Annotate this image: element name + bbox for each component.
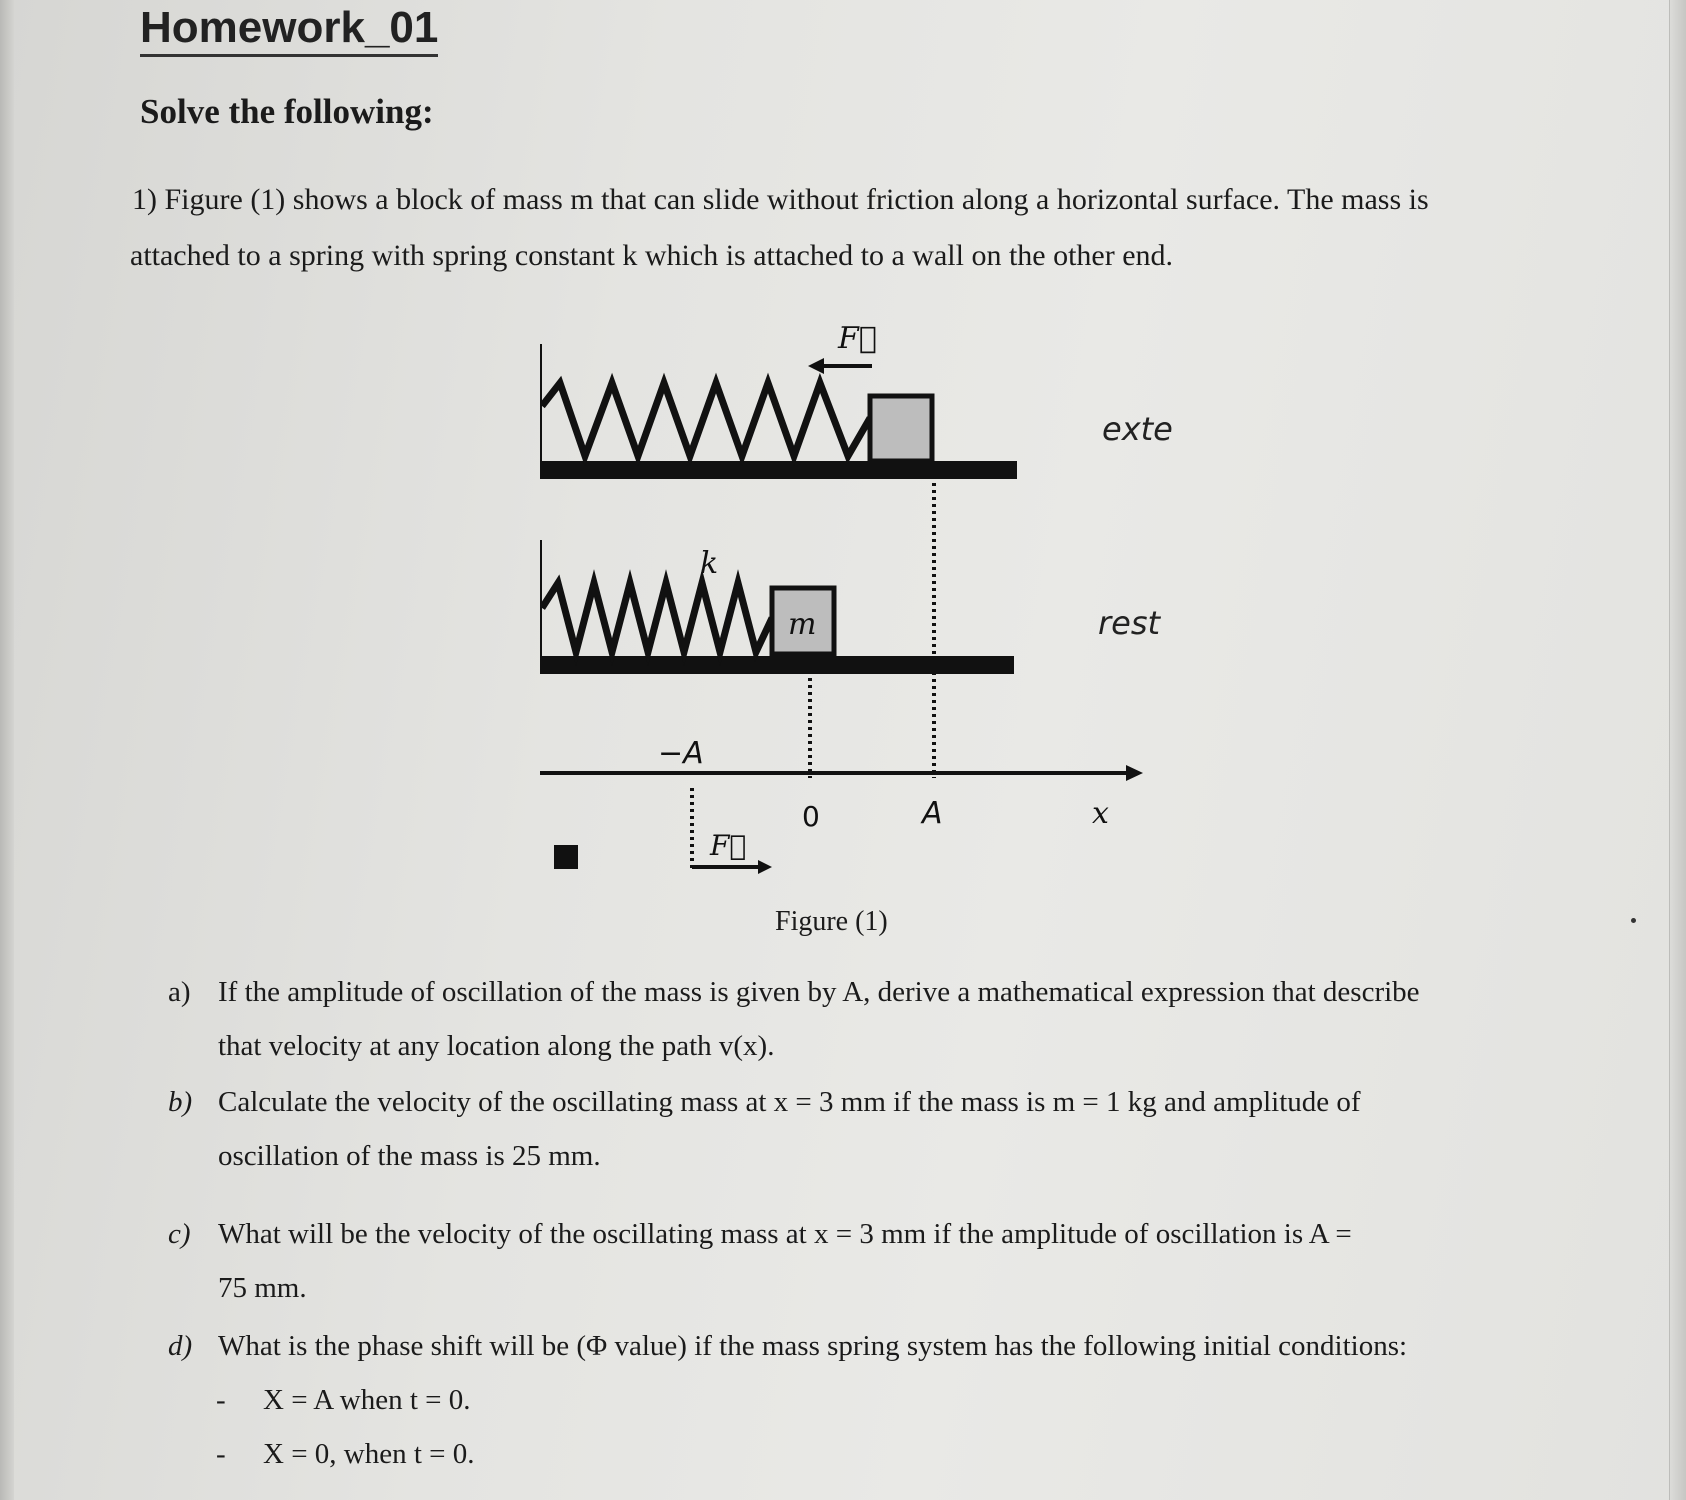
- sub-questions: [168, 965, 1558, 1481]
- lower-mark: [554, 845, 578, 869]
- rest-label: rest: [1098, 604, 1161, 642]
- part-c: [168, 1207, 1558, 1315]
- part-a: [168, 965, 1558, 1073]
- top-spring: [542, 383, 870, 456]
- page-edge-right: [1669, 0, 1686, 1500]
- part-b-label: b): [168, 1086, 193, 1118]
- part-d: [168, 1319, 1558, 1373]
- part-b: [168, 1075, 1558, 1183]
- part-a-line-1: If the amplitude of oscillation of the mass is given by A, derive a mathematical expression that describe: [218, 976, 1420, 1008]
- part-d-line-1: What is the phase shift will be (Φ value) if the mass spring system has the following initial conditions:: [218, 1330, 1408, 1362]
- x-axis-arrowhead: [1126, 765, 1143, 781]
- lower-force-label: F⃗: [710, 829, 747, 862]
- extended-label: exte: [1102, 410, 1173, 448]
- stray-dot: [1631, 918, 1636, 923]
- section-heading: Solve the following:: [140, 92, 434, 131]
- initial-condition-1-text: X = A when t = 0.: [263, 1384, 471, 1416]
- question-1-line-1: 1) Figure (1) shows a block of mass m that can slide without friction along a horizontal surface. The mass is: [132, 183, 1429, 216]
- figure-caption: Figure (1): [775, 906, 888, 937]
- part-c-line-1: What will be the velocity of the oscillating mass at x = 3 mm if the amplitude of oscillation is A =: [218, 1218, 1352, 1250]
- part-a-label: a): [168, 976, 191, 1008]
- axis-label-minus-a: −A: [658, 736, 704, 771]
- initial-condition-2-text: X = 0, when t = 0.: [263, 1438, 475, 1470]
- part-c-line-2: 75 mm.: [218, 1272, 307, 1304]
- axis-label-x: x: [1092, 796, 1109, 831]
- initial-condition-2: - X = 0, when t = 0.: [216, 1438, 475, 1470]
- figure-1-diagram: [540, 318, 1180, 878]
- question-1: [132, 172, 1552, 284]
- rest-spring: [542, 583, 772, 652]
- page-title: Homework_01: [140, 4, 438, 57]
- top-floor: [540, 461, 1017, 479]
- page-edge-left: [0, 0, 14, 1500]
- part-d-label: d): [168, 1330, 193, 1362]
- part-a-line-2: that velocity at any location along the path v(x).: [218, 1030, 775, 1062]
- part-b-line-2: oscillation of the mass is 25 mm.: [218, 1140, 601, 1172]
- mass-label: m: [788, 607, 817, 642]
- part-b-line-1: Calculate the velocity of the oscillating mass at x = 3 mm if the mass is m = 1 kg and amplitude of: [218, 1086, 1361, 1118]
- spring-constant-label: k: [700, 546, 719, 581]
- axis-label-zero: 0: [802, 800, 820, 833]
- lower-force-arrowhead: [758, 860, 772, 874]
- top-force-arrowhead: [808, 358, 824, 374]
- axis-label-a: A: [922, 796, 943, 831]
- top-wall: [540, 344, 542, 476]
- question-1-line-2: attached to a spring with spring constant k which is attached to a wall on the other end.: [130, 239, 1174, 272]
- top-block: [870, 396, 932, 461]
- initial-condition-1: - X = A when t = 0.: [216, 1384, 471, 1416]
- part-c-label: c): [168, 1218, 191, 1250]
- top-force-label: F⃗: [838, 321, 877, 356]
